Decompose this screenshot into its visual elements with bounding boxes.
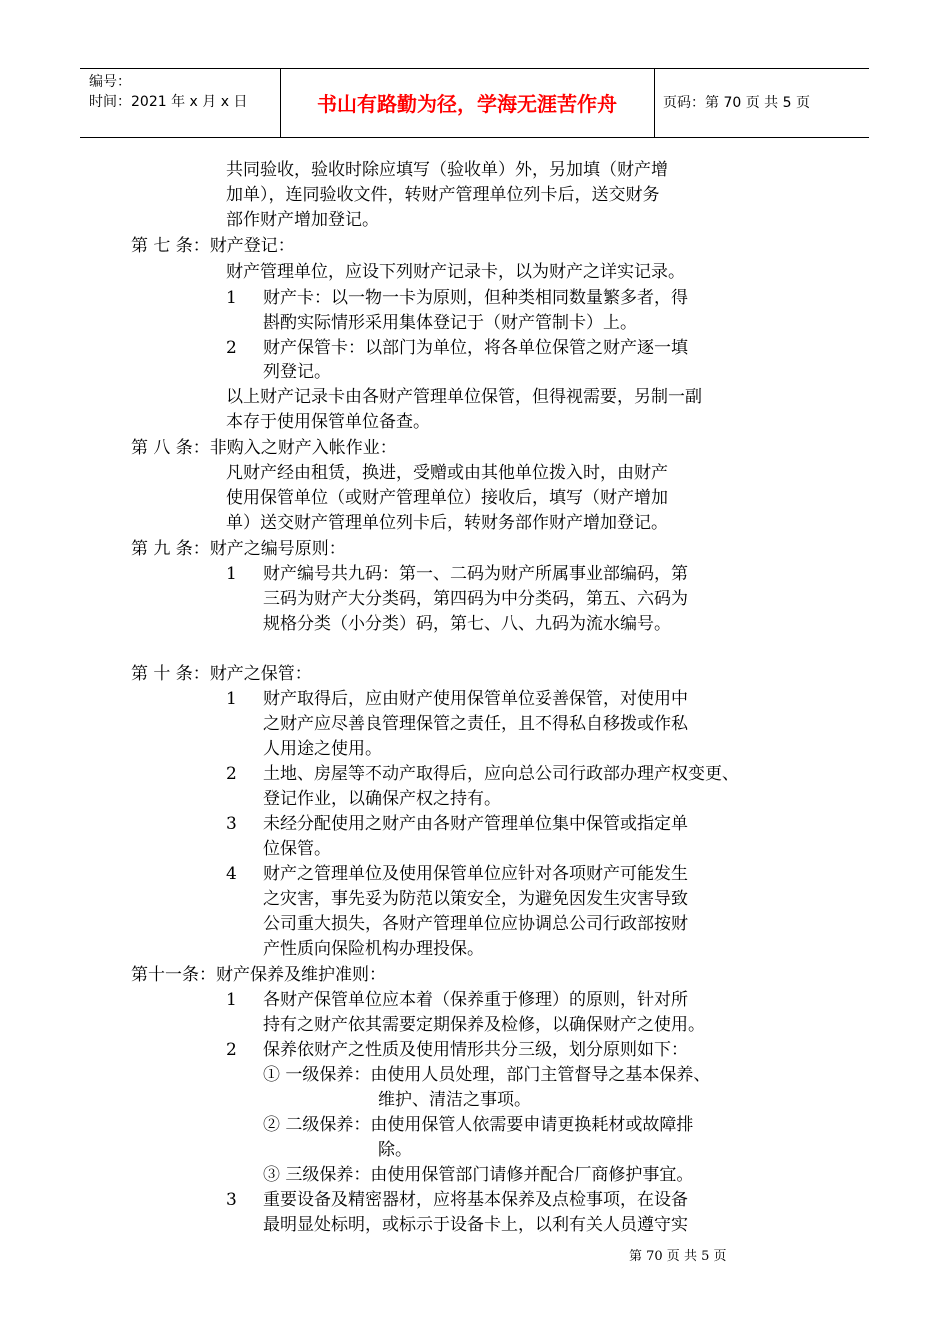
maintenance-level-3: ③ 三级保养：由使用保管部门请修并配合厂商修护事宜。: [263, 1165, 694, 1185]
body-text-line: 公司重大损失，各财产管理单位应协调总公司行政部按财: [263, 914, 688, 934]
list-number: 2: [226, 1040, 237, 1060]
list-number: 1: [226, 990, 237, 1010]
body-text-line: 财产之管理单位及使用保管单位应针对各项财产可能发生: [263, 864, 688, 884]
list-number: 1: [226, 564, 237, 584]
body-text-line: 产性质向保险机构办理投保。: [263, 939, 484, 959]
body-text-line: 人用途之使用。: [263, 739, 382, 759]
body-text-line: 财产保管卡：以部门为单位，将各单位保管之财产逐一填: [263, 338, 688, 358]
body-text-line: 未经分配使用之财产由各财产管理单位集中保管或指定单: [263, 814, 688, 834]
list-number: 1: [226, 689, 237, 709]
article-heading-10: 第 十 条：财产之保管：: [131, 664, 312, 684]
body-text-line: 财产管理单位，应设下列财产记录卡，以为财产之详实记录。: [226, 262, 685, 282]
header-motto-cell: [280, 69, 655, 137]
article-heading-8: 第 八 条：非购入之财产入帐作业：: [131, 438, 397, 458]
article-heading-9: 第 九 条：财产之编号原则：: [131, 539, 346, 559]
list-number: 2: [226, 338, 237, 358]
body-text-line: 维护、清洁之事项。: [378, 1090, 531, 1110]
body-text-line: 重要设备及精密器材，应将基本保养及点检事项，在设备: [263, 1190, 688, 1210]
list-number: 1: [226, 288, 237, 308]
page-footer: 第 70 页 共 5 页: [629, 1249, 727, 1264]
list-number: 4: [226, 864, 237, 884]
list-number: 2: [226, 764, 237, 784]
document-number-label: 编号：: [89, 74, 131, 90]
header-motto: 书山有路勤为径，学海无涯苦作舟: [317, 92, 617, 116]
body-text-line: 列登记。: [263, 362, 331, 382]
body-text-line: 以上财产记录卡由各财产管理单位保管，但得视需要，另制一副: [226, 387, 702, 407]
body-text-line: 保养依财产之性质及使用情形共分三级，划分原则如下：: [263, 1040, 688, 1060]
body-text-line: 持有之财产依其需要定期保养及检修，以确保财产之使用。: [263, 1015, 705, 1035]
list-number: 3: [226, 1190, 237, 1210]
document-header: [80, 68, 869, 138]
list-number: 3: [226, 814, 237, 834]
article-heading-7: 第 七 条：财产登记：: [131, 236, 295, 256]
body-text-line: 之灾害，事先妥为防范以策安全，为避免因发生灾害导致: [263, 889, 688, 909]
header-page-info: 页码：第 70 页 共 5 页: [663, 95, 810, 111]
body-text-line: 本存于使用保管单位备查。: [226, 412, 430, 432]
body-text-line: 使用保管单位（或财产管理单位）接收后，填写（财产增加: [226, 488, 668, 508]
body-text-line: 各财产保管单位应本着（保养重于修理）的原则，针对所: [263, 990, 688, 1010]
body-text-line: 共同验收，验收时除应填写（验收单）外，另加填（财产增: [226, 160, 668, 180]
document-date-label: 时间：2021 年 x 月 x 日: [89, 94, 248, 110]
body-text-line: 最明显处标明，或标示于设备卡上，以利有关人员遵守实: [263, 1215, 688, 1235]
body-text-line: 财产编号共九码：第一、二码为财产所属事业部编码，第: [263, 564, 688, 584]
header-info-cell: [80, 69, 281, 137]
header-page-cell: [654, 69, 869, 137]
article-heading-11: 第十一条：财产保养及维护准则：: [131, 965, 386, 985]
body-text-line: 斟酌实际情形采用集体登记于（财产管制卡）上。: [263, 313, 637, 333]
body-text-line: 登记作业，以确保产权之持有。: [263, 789, 501, 809]
body-text-line: 财产取得后，应由财产使用保管单位妥善保管，对使用中: [263, 689, 688, 709]
maintenance-level-2: ② 二级保养：由使用保管人依需要申请更换耗材或故障排: [263, 1115, 694, 1135]
body-text-line: 单）送交财产管理单位列卡后，转财务部作财产增加登记。: [226, 513, 668, 533]
body-text-line: 加单），连同验收文件，转财产管理单位列卡后，送交财务: [226, 185, 660, 205]
body-text-line: 凡财产经由租赁，换进，受赠或由其他单位拨入时，由财产: [226, 463, 668, 483]
body-text-line: 位保管。: [263, 839, 331, 859]
body-text-line: 部作财产增加登记。: [226, 210, 379, 230]
body-text-line: 之财产应尽善良管理保管之责任，且不得私自移拨或作私: [263, 714, 688, 734]
body-text-line: 规格分类（小分类）码，第七、八、九码为流水编号。: [263, 614, 671, 634]
body-text-line: 除。: [378, 1140, 412, 1160]
body-text-line: 土地、房屋等不动产取得后，应向总公司行政部办理产权变更、: [263, 764, 739, 784]
maintenance-level-1: ① 一级保养：由使用人员处理，部门主管督导之基本保养、: [263, 1065, 711, 1085]
body-text-line: 三码为财产大分类码，第四码为中分类码，第五、六码为: [263, 589, 688, 609]
body-text-line: 财产卡：以一物一卡为原则，但种类相同数量繁多者，得: [263, 288, 688, 308]
